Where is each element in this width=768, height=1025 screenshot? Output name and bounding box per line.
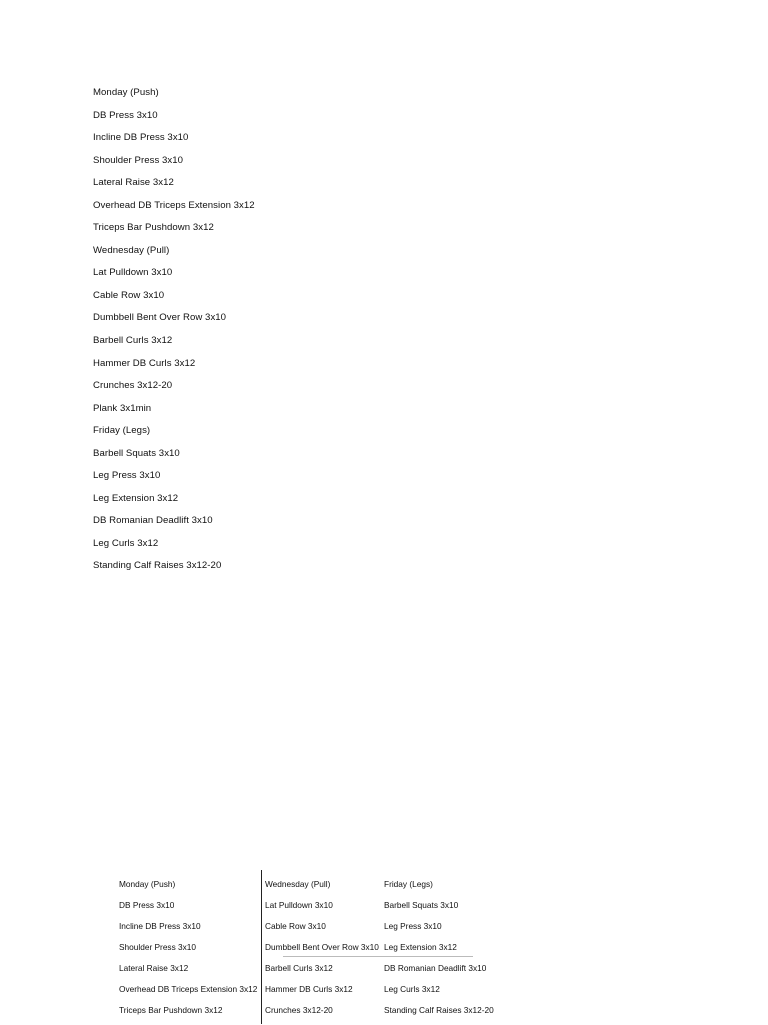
list-item: Leg Extension 3x12 [93, 492, 179, 504]
list-item: Lat Pulldown 3x10 [93, 267, 173, 279]
table-cell: Triceps Bar Pushdown 3x12 [119, 1005, 223, 1015]
list-item: Plank 3x1min [93, 402, 152, 414]
table-cell: Leg Curls 3x12 [384, 984, 440, 994]
column-divider [261, 870, 262, 1024]
table-column-wednesday [265, 878, 379, 1025]
list-item: Barbell Curls 3x12 [93, 335, 173, 347]
table-cell: Cable Row 3x10 [265, 921, 326, 931]
table-cell: DB Press 3x10 [119, 900, 175, 910]
list-item: Barbell Squats 3x10 [93, 447, 180, 459]
table-cell: Crunches 3x12-20 [265, 1005, 333, 1015]
table-cell: Leg Extension 3x12 [384, 942, 457, 952]
list-item-day-heading: Friday (Legs) [93, 425, 151, 437]
table-cell: Lateral Raise 3x12 [119, 963, 189, 973]
workout-list [93, 86, 255, 582]
list-item: Cable Row 3x10 [93, 289, 165, 301]
list-item: Standing Calf Raises 3x12-20 [93, 560, 222, 572]
list-item: Triceps Bar Pushdown 3x12 [93, 222, 214, 234]
table-cell-header: Friday (Legs) [384, 879, 433, 889]
list-item: DB Romanian Deadlift 3x10 [93, 515, 213, 527]
table-cell: Overhead DB Triceps Extension 3x12 [119, 984, 258, 994]
table-cell: DB Romanian Deadlift 3x10 [384, 963, 487, 973]
list-item-day-heading: Wednesday (Pull) [93, 244, 170, 256]
table-column-monday [119, 878, 257, 1025]
table-cell: Incline DB Press 3x10 [119, 921, 201, 931]
table-cell: Hammer DB Curls 3x12 [265, 984, 353, 994]
list-item: Dumbbell Bent Over Row 3x10 [93, 312, 227, 324]
table-cell: Leg Press 3x10 [384, 921, 442, 931]
list-item: Overhead DB Triceps Extension 3x12 [93, 199, 255, 211]
table-cell: Barbell Curls 3x12 [265, 963, 333, 973]
list-item: Leg Press 3x10 [93, 470, 161, 482]
table-cell: Barbell Squats 3x10 [384, 900, 459, 910]
table-cell: Lat Pulldown 3x10 [265, 900, 333, 910]
list-item: Lateral Raise 3x12 [93, 177, 174, 189]
list-item: Hammer DB Curls 3x12 [93, 357, 196, 369]
list-item: DB Press 3x10 [93, 109, 158, 121]
table-cell: Shoulder Press 3x10 [119, 942, 197, 952]
workout-table [119, 870, 499, 1024]
list-item: Crunches 3x12-20 [93, 380, 173, 392]
list-item: Leg Curls 3x12 [93, 537, 159, 549]
list-item-day-heading: Monday (Push) [93, 87, 159, 98]
list-item: Incline DB Press 3x10 [93, 132, 189, 144]
table-column-friday [384, 878, 494, 1025]
table-cell: Dumbbell Bent Over Row 3x10 [265, 942, 379, 952]
table-cell: Standing Calf Raises 3x12-20 [384, 1005, 494, 1015]
table-cell-header: Monday (Push) [119, 879, 176, 889]
list-item: Shoulder Press 3x10 [93, 154, 184, 166]
table-cell-header: Wednesday (Pull) [265, 879, 331, 889]
